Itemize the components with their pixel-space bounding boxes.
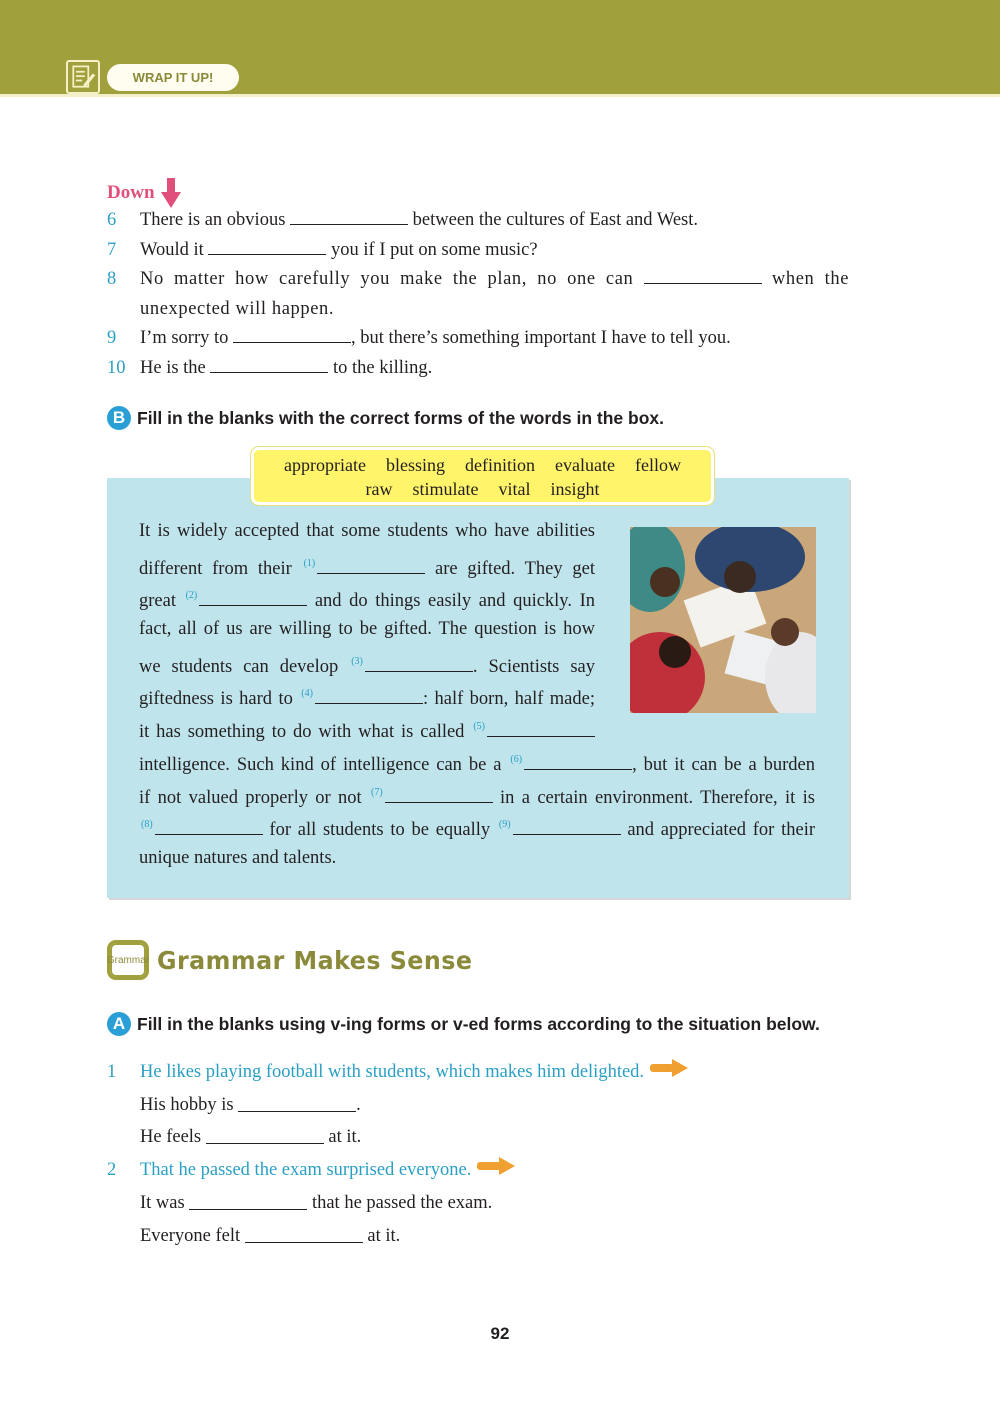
- passage-text: It is widely accepted that some students who have abilities: [139, 521, 595, 541]
- word-option: evaluate: [555, 455, 615, 475]
- blank-number: (1): [303, 557, 316, 569]
- right-arrow-icon: [477, 1154, 515, 1187]
- down-clues: [107, 206, 849, 383]
- answer-text: He feels: [140, 1127, 202, 1148]
- word-option: blessing: [386, 455, 446, 475]
- passage-text: great: [139, 591, 184, 612]
- blank[interactable]: [524, 756, 632, 770]
- passage-line: [139, 548, 595, 581]
- word-option: stimulate: [412, 479, 479, 499]
- blank[interactable]: [365, 658, 473, 672]
- word-option: raw: [365, 479, 393, 499]
- situation-text: That he passed the exam surprised everyone.: [140, 1160, 472, 1181]
- blank[interactable]: [238, 1096, 356, 1112]
- clue-text: There is an obvious: [140, 210, 286, 230]
- clue-number: 8: [107, 269, 117, 289]
- passage-text: unique natures and talents.: [139, 847, 337, 868]
- grammar-section-title: [107, 940, 489, 980]
- section-badge: WRAP IT UP!: [107, 64, 239, 91]
- blank-number: (3): [351, 655, 363, 667]
- clue-text: to the killing.: [333, 357, 433, 378]
- clue-text: unexpected will happen.: [140, 298, 335, 319]
- clue-text: He is the: [140, 357, 206, 378]
- passage-text: and do things easily and quickly. In: [307, 591, 595, 612]
- answer-text: at it.: [328, 1127, 362, 1148]
- section-instruction: Fill in the blanks with the correct forms of the words in the box.: [137, 407, 664, 428]
- answer-text: Everyone felt: [140, 1225, 241, 1246]
- blank-number: (4): [301, 688, 313, 700]
- clue: [107, 265, 849, 324]
- down-heading: [107, 178, 181, 208]
- blank[interactable]: [210, 357, 328, 373]
- blank-number: (5): [473, 721, 485, 733]
- passage-text: . Scientists say: [472, 656, 595, 677]
- answer-line: [107, 1187, 688, 1220]
- passage-line: [139, 613, 595, 646]
- passage-text: different from their: [139, 558, 302, 579]
- word-box: [251, 447, 714, 505]
- clue-text: No matter how carefully you make the plan, no one can: [140, 269, 634, 289]
- blank-number: (9): [498, 819, 511, 831]
- blank[interactable]: [513, 821, 621, 835]
- page-number: 92: [490, 1324, 510, 1343]
- word-option: definition: [465, 455, 536, 475]
- passage-text: we students can develop: [139, 656, 350, 677]
- passage-text: : half born, half made;: [422, 689, 595, 710]
- clue-text: I’m sorry to: [140, 328, 229, 348]
- blank-number: (2): [185, 590, 198, 602]
- answer-line: [107, 1121, 688, 1154]
- blank[interactable]: [233, 327, 351, 343]
- word-option: fellow: [634, 455, 681, 475]
- blank[interactable]: [317, 560, 425, 574]
- blank[interactable]: [487, 723, 595, 737]
- passage-text: fact, all of us are willing to be gifted. The question is how: [139, 619, 595, 640]
- section-a-heading: [107, 1012, 820, 1036]
- header-bar: [0, 0, 1000, 97]
- clue: [107, 236, 849, 266]
- section-letter-badge: B: [107, 406, 131, 430]
- passage-line: [139, 809, 815, 842]
- clue-text: between the cultures of East and West.: [412, 210, 698, 230]
- blank-number: (6): [510, 753, 523, 765]
- passage-text: giftedness is hard to: [139, 689, 300, 710]
- clue-text: you if I put on some music?: [331, 239, 538, 260]
- answer-text: His hobby is: [140, 1094, 234, 1115]
- passage-line: [139, 777, 815, 810]
- passage-text: it has something to do with what is called: [139, 722, 472, 743]
- blank[interactable]: [208, 239, 326, 255]
- passage-line: [139, 744, 815, 777]
- word-option: appropriate: [284, 455, 366, 475]
- passage-text: if not valued properly or not: [139, 787, 370, 808]
- passage-text: intelligence. Such kind of intelligence can be a: [139, 754, 509, 775]
- answer-text: that he passed the exam.: [311, 1192, 493, 1213]
- blank[interactable]: [290, 209, 408, 225]
- answer-line: [107, 1220, 688, 1253]
- exercise-item: [107, 1154, 688, 1187]
- clue-text: when the: [771, 269, 849, 289]
- passage-text: in a certain environment. Therefore, it is: [492, 787, 815, 808]
- right-arrow-icon: [650, 1056, 688, 1089]
- blank-number: (8): [141, 819, 153, 831]
- answer-text: It was: [140, 1192, 185, 1213]
- clue-text: , but there’s something important I have to tell you.: [351, 328, 731, 348]
- down-arrow-icon: [161, 178, 181, 208]
- passage-text: for all students to be equally: [262, 820, 497, 841]
- blank[interactable]: [315, 690, 423, 704]
- blank[interactable]: [199, 592, 307, 606]
- passage-line: [139, 842, 815, 875]
- clue: [107, 324, 849, 354]
- notepad-pencil-icon: [66, 60, 100, 94]
- blank[interactable]: [245, 1227, 363, 1243]
- item-number: 1: [107, 1062, 117, 1082]
- grammar-icon: Grammar: [107, 940, 149, 980]
- passage-text: are gifted. They get: [425, 558, 595, 579]
- clue-number: 6: [107, 210, 117, 230]
- situation-text: He likes playing football with students, which makes him delighted.: [140, 1062, 645, 1082]
- passage-line: [139, 580, 595, 613]
- clue-text: Would it: [140, 239, 204, 260]
- section-instruction: Fill in the blanks using v-ing forms or v-ed forms according to the situation below.: [137, 1013, 820, 1034]
- grammar-title: Grammar Makes Sense: [157, 945, 473, 975]
- blank[interactable]: [644, 268, 762, 284]
- word-option: vital: [498, 479, 531, 499]
- passage-line: [139, 711, 595, 744]
- blank[interactable]: [189, 1194, 307, 1210]
- clue-number: 10: [107, 357, 126, 378]
- grammar-exercises: [107, 1056, 688, 1252]
- blank[interactable]: [155, 821, 263, 835]
- blank[interactable]: [206, 1128, 324, 1144]
- word-option: insight: [550, 479, 600, 499]
- passage-text: and appreciated for their: [620, 820, 815, 841]
- section-b-heading: [107, 406, 664, 430]
- passage-line: [139, 646, 595, 679]
- passage-text: , but it can be a burden: [632, 754, 815, 775]
- students-studying-photo: [630, 527, 816, 713]
- section-letter-badge: A: [107, 1012, 131, 1036]
- clue-number: 9: [107, 328, 117, 348]
- answer-text: at it.: [367, 1225, 401, 1246]
- blank-number: (7): [371, 786, 383, 798]
- blank[interactable]: [385, 789, 493, 803]
- clue: [107, 354, 849, 384]
- clue-number: 7: [107, 239, 117, 260]
- clue: [107, 206, 849, 236]
- passage-line: [139, 678, 595, 711]
- down-label: Down: [107, 182, 155, 203]
- answer-text: .: [356, 1094, 361, 1115]
- answer-line: [107, 1089, 688, 1122]
- passage-line: [139, 515, 595, 548]
- exercise-item: [107, 1056, 688, 1089]
- item-number: 2: [107, 1160, 117, 1181]
